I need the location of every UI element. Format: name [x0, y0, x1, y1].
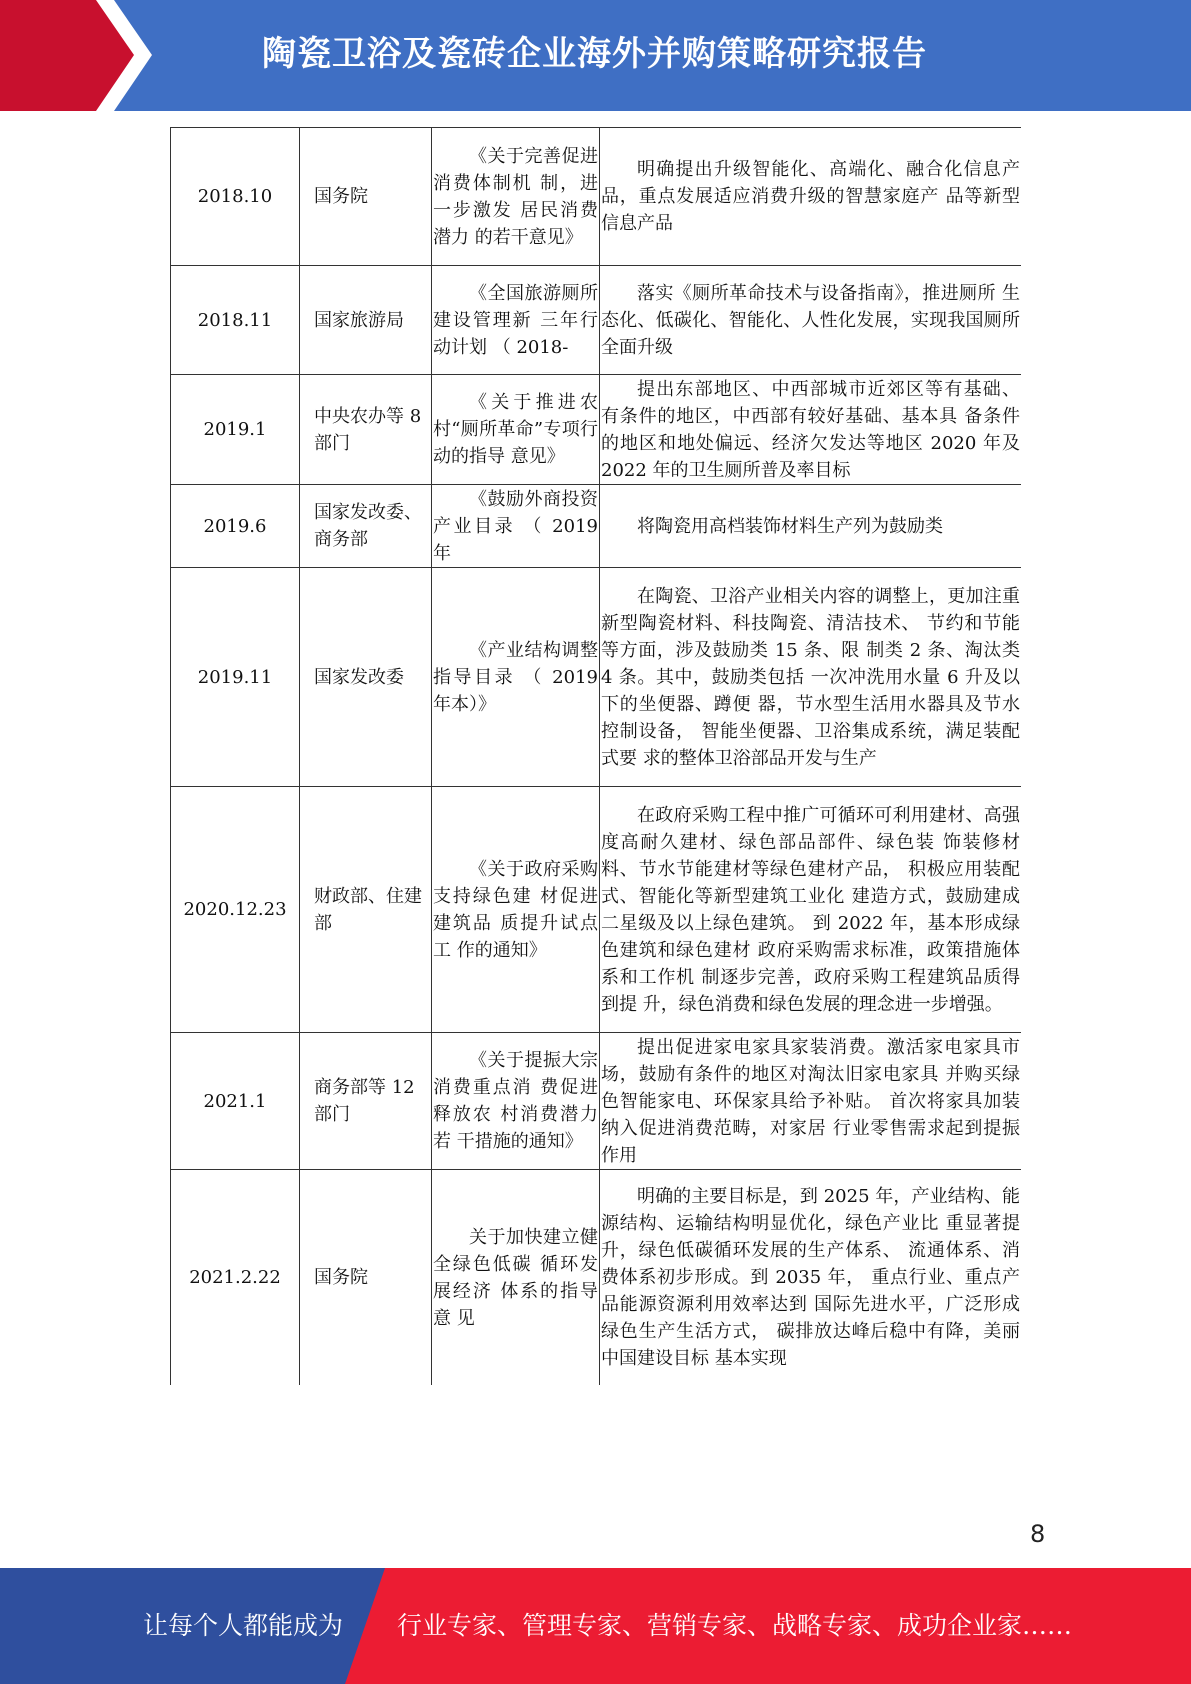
date-cell: 2021.2.22 — [171, 1170, 300, 1386]
date-cell: 2018.11 — [171, 266, 300, 375]
page-footer — [0, 1568, 1191, 1684]
description-cell: 明确的主要目标是，到 2025 年，产业结构、能源结构、运输结构明显优化，绿色产业比 重显著提升，绿色低碳循环发展的生产体系、 流通体系、消费体系初步形成。到 2035 年， 重点行业、重点产品能源资源利用效率达到 国际先进水平，广泛形成绿色生产生活方式， 碳排放达峰后稳中有降，美丽中国建设目标 基本实现 — [600, 1170, 1022, 1386]
footer-slogan-left: 让每个人都能成为 — [143, 1611, 344, 1640]
department-cell: 财政部、住建部 — [300, 787, 432, 1033]
policy-table — [170, 127, 1021, 1385]
document-cell: 《关于推进农村“厕所革命”专项行动的指导 意见》 — [432, 375, 600, 485]
document-cell: 《产业结构调整指导目录 （ 2019 年本）》 — [432, 568, 600, 787]
description-cell: 提出东部地区、中西部城市近郊区等有基础、 有条件的地区，中西部有较好基础、基本具 备条件的地区和地处偏远、经济欠发达等地区 2020 年及 2022 年的卫生厕所普及率目标 — [600, 375, 1022, 485]
description-cell: 落实《厕所革命技术与设备指南》，推进厕所 生态化、低碳化、智能化、人性化发展，实现我国厕所全面升级 — [600, 266, 1022, 375]
description-cell: 提出促进家电家具家装消费。激活家电家具市场，鼓励有条件的地区对淘汰旧家电家具 并购买绿色智能家电、环保家具给予补贴。 首次将家具加装纳入促进消费范畴，对家居 行业零售需求起到提振作用 — [600, 1033, 1022, 1170]
table-row — [171, 787, 1022, 1033]
table-row — [171, 375, 1022, 485]
description-cell: 在陶瓷、卫浴产业相关内容的调整上，更加注重新型陶瓷材料、科技陶瓷、清洁技术、 节约和节能等方面，涉及鼓励类 15 条、限 制类 2 条、淘汰类 4 条。其中，鼓励类包括 一次冲洗用水量 6 升及以下的坐便器、蹲便 器，节水型生活用水器具及节水控制设备， 智能坐便器、卫浴集成系统，满足装配式要 求的整体卫浴部品开发与生产 — [600, 568, 1022, 787]
table-row — [171, 1033, 1022, 1170]
department-cell: 国家发改委、商务部 — [300, 485, 432, 568]
department-cell: 国家发改委 — [300, 568, 432, 787]
page-header — [0, 0, 1191, 111]
department-cell: 中央农办等 8 部门 — [300, 375, 432, 485]
department-cell: 国家旅游局 — [300, 266, 432, 375]
document-cell: 《关于提振大宗消费重点消 费促进释放农 村消费潜力若 干措施的通知》 — [432, 1033, 600, 1170]
document-cell: 关于加快建立健全绿色低碳 循环发展经济 体系的指导意 见 — [432, 1170, 600, 1386]
department-cell: 国务院 — [300, 128, 432, 266]
department-cell: 商务部等 12 部门 — [300, 1033, 432, 1170]
page-number: 8 — [1030, 1520, 1046, 1548]
department-cell: 国务院 — [300, 1170, 432, 1386]
table-row — [171, 485, 1022, 568]
date-cell: 2019.1 — [171, 375, 300, 485]
table-row — [171, 128, 1022, 266]
table-row — [171, 266, 1022, 375]
document-cell: 《关于政府采购支持绿色建 材促进建筑品 质提升试点工 作的通知》 — [432, 787, 600, 1033]
document-cell: 《鼓励外商投资产业目录 （ 2019 年 — [432, 485, 600, 568]
date-cell: 2021.1 — [171, 1033, 300, 1170]
description-cell: 在政府采购工程中推广可循环可利用建材、高强度高耐久建材、绿色部品部件、绿色装 饰装修材料、节水节能建材等绿色建材产品， 积极应用装配式、智能化等新型建筑工业化 建造方式，鼓励建成二星级及以上绿色建筑。 到 2022 年，基本形成绿色建筑和绿色建材 政府采购需求标准，政策措施体系和工作机 制逐步完善，政府采购工程建筑品质得到提 升，绿色消费和绿色发展的理念进一步增强。 — [600, 787, 1022, 1033]
table-row — [171, 1170, 1022, 1386]
document-cell: 《关于完善促进消费体制机 制，进一步激发 居民消费潜力 的若干意见》 — [432, 128, 600, 266]
policy-table-container — [170, 127, 1021, 1385]
date-cell: 2020.12.23 — [171, 787, 300, 1033]
description-cell: 明确提出升级智能化、高端化、融合化信息产品，重点发展适应消费升级的智慧家庭产 品等新型信息产品 — [600, 128, 1022, 266]
date-cell: 2018.10 — [171, 128, 300, 266]
description-cell: 将陶瓷用高档装饰材料生产列为鼓励类 — [600, 485, 1022, 568]
footer-slogan-right: 行业专家、管理专家、营销专家、战略专家、成功企业家…… — [397, 1611, 1073, 1640]
date-cell: 2019.11 — [171, 568, 300, 787]
document-cell: 《全国旅游厕所建设管理新 三年行动计划 （ 2018- — [432, 266, 600, 375]
table-row — [171, 568, 1022, 787]
report-title: 陶瓷卫浴及瓷砖企业海外并购策略研究报告 — [262, 34, 927, 74]
date-cell: 2019.6 — [171, 485, 300, 568]
